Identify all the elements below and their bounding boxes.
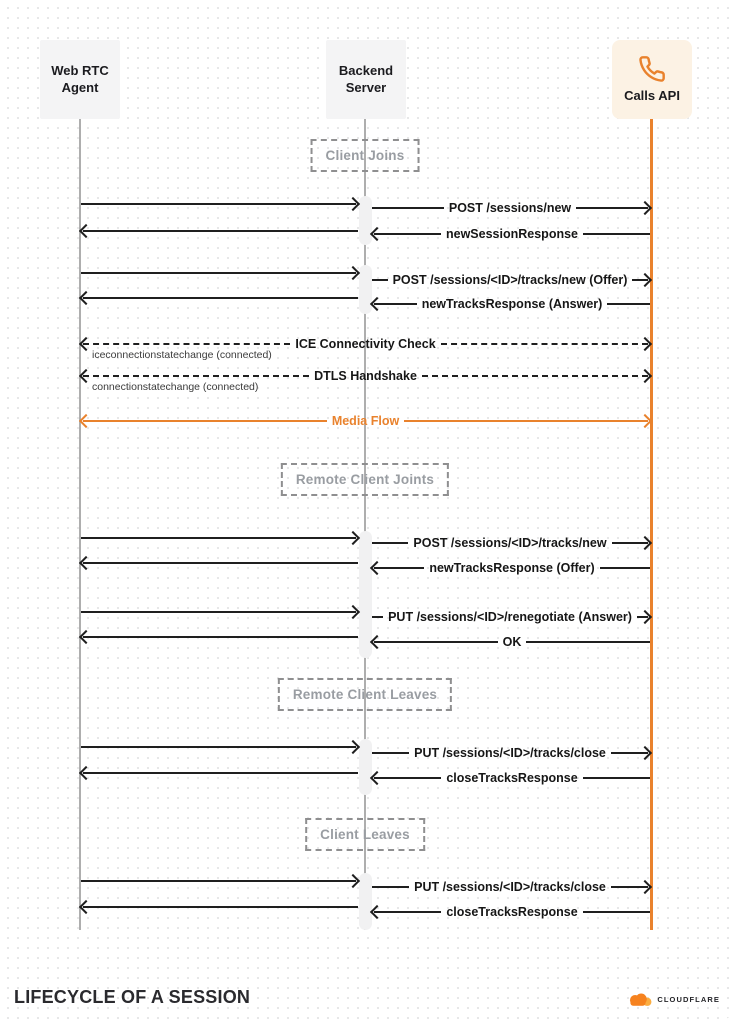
message-arrow-response — [81, 224, 358, 238]
message-arrow-response — [81, 556, 358, 570]
message-arrow-close-tracks-response-2 — [372, 905, 650, 919]
chevron-right-icon — [346, 740, 360, 754]
lifeline-webrtc — [79, 119, 81, 930]
chevron-left-icon — [370, 905, 384, 919]
chevron-right-icon — [346, 605, 360, 619]
chevron-left-icon — [79, 414, 93, 428]
message-label: DTLS Handshake — [314, 369, 417, 383]
message-label: POST /sessions/<ID>/tracks/new (Offer) — [392, 273, 628, 287]
activation-bar — [359, 531, 372, 658]
message-arrow-close-tracks-response — [372, 771, 650, 785]
chevron-left-icon — [79, 224, 93, 238]
message-label: newTracksResponse (Answer) — [421, 297, 603, 311]
section-label-remote-client-leaves: Remote Client Leaves — [278, 678, 452, 711]
arrow-line — [81, 611, 356, 613]
arrow-line — [83, 297, 358, 299]
chevron-right-icon — [638, 610, 652, 624]
message-label: PUT /sessions/<ID>/renegotiate (Answer) — [388, 610, 632, 624]
message-arrow-new-tracks-response-answer — [372, 297, 650, 311]
section-label-client-leaves: Client Leaves — [305, 818, 425, 851]
event-sublabel-connectionstatechange: connectionstatechange (connected) — [92, 381, 259, 393]
chevron-left-icon — [370, 771, 384, 785]
chevron-right-icon — [638, 880, 652, 894]
message-arrow-put-tracks-close-2 — [372, 880, 650, 894]
actor-backend-server — [326, 40, 406, 119]
chevron-right-icon — [638, 337, 652, 351]
arrow-line — [81, 272, 356, 274]
arrow-line — [83, 906, 358, 908]
message-arrow-response — [81, 291, 358, 305]
message-arrow-request — [81, 531, 358, 545]
message-arrow-response — [81, 900, 358, 914]
arrow-line — [83, 230, 358, 232]
activation-bar — [359, 873, 372, 930]
message-arrow-new-tracks-response-offer — [372, 561, 650, 575]
message-label: newTracksResponse (Offer) — [429, 561, 595, 575]
arrow-line — [372, 886, 409, 888]
chevron-right-icon — [346, 531, 360, 545]
chevron-left-icon — [79, 369, 93, 383]
section-label-client-joins: Client Joins — [311, 139, 420, 172]
arrow-line — [83, 562, 358, 564]
message-label: POST /sessions/new — [448, 201, 572, 215]
chevron-left-icon — [370, 227, 384, 241]
chevron-right-icon — [638, 414, 652, 428]
message-label: PUT /sessions/<ID>/tracks/close — [414, 746, 606, 760]
brand-label: CLOUDFLARE — [657, 995, 720, 1004]
arrow-line — [526, 641, 650, 643]
arrow-line — [372, 542, 408, 544]
arrow-line — [583, 233, 650, 235]
arrow-line — [422, 375, 648, 377]
message-label: ICE Connectivity Check — [295, 337, 436, 351]
arrow-line — [583, 777, 650, 779]
chevron-left-icon — [370, 561, 384, 575]
arrow-line — [372, 616, 383, 618]
arrow-line — [83, 343, 290, 345]
chevron-left-icon — [79, 556, 93, 570]
message-label: PUT /sessions/<ID>/tracks/close — [414, 880, 606, 894]
message-arrow-post-tracks-new — [372, 536, 650, 550]
message-label: POST /sessions/<ID>/tracks/new — [413, 536, 607, 550]
message-label: OK — [502, 635, 522, 649]
chevron-right-icon — [638, 369, 652, 383]
message-arrow-media-flow — [81, 414, 650, 428]
message-arrow-post-tracks-new-offer — [372, 273, 650, 287]
arrow-line — [83, 375, 309, 377]
message-label: newSessionResponse — [446, 227, 578, 241]
chevron-right-icon — [638, 536, 652, 550]
message-arrow-request — [81, 874, 358, 888]
lifeline-calls-api — [650, 119, 653, 930]
activation-bar — [359, 739, 372, 795]
chevron-left-icon — [370, 297, 384, 311]
message-label: closeTracksResponse — [446, 771, 578, 785]
message-arrow-request — [81, 740, 358, 754]
chevron-left-icon — [79, 291, 93, 305]
arrow-line — [372, 207, 444, 209]
arrow-line — [607, 303, 650, 305]
activation-bar — [359, 196, 372, 245]
page-title: LIFECYCLE OF A SESSION — [14, 987, 251, 1007]
chevron-right-icon — [638, 273, 652, 287]
phone-icon — [638, 55, 666, 83]
message-label: closeTracksResponse — [446, 905, 578, 919]
message-arrow-request — [81, 197, 358, 211]
cloudflare-brand — [627, 992, 720, 1007]
message-arrow-put-renegotiate-answer — [372, 610, 650, 624]
message-arrow-ok — [372, 635, 650, 649]
event-sublabel-iceconnectionstatechange: iceconnectionstatechange (connected) — [92, 349, 272, 361]
arrow-line — [600, 567, 650, 569]
actor-webrtc-agent — [40, 40, 120, 119]
arrow-line — [372, 752, 409, 754]
arrow-line — [374, 641, 498, 643]
actor-label: Server — [345, 79, 387, 95]
message-label: Media Flow — [331, 414, 400, 428]
arrow-line — [441, 343, 648, 345]
message-arrow-put-tracks-close — [372, 746, 650, 760]
message-arrow-new-session-response — [372, 227, 650, 241]
chevron-right-icon — [638, 746, 652, 760]
arrow-line — [81, 880, 356, 882]
arrow-line — [81, 746, 356, 748]
actor-calls-api — [612, 40, 692, 119]
actor-label: Calls API — [624, 87, 680, 103]
message-arrow-post-sessions-new — [372, 201, 650, 215]
activation-bar — [359, 265, 372, 314]
message-arrow-response — [81, 630, 358, 644]
chevron-left-icon — [79, 766, 93, 780]
chevron-right-icon — [638, 201, 652, 215]
message-arrow-response — [81, 766, 358, 780]
actor-label: Backend — [338, 62, 394, 78]
actor-label: Web RTC — [51, 62, 109, 78]
chevron-left-icon — [79, 337, 93, 351]
chevron-right-icon — [346, 874, 360, 888]
chevron-left-icon — [79, 630, 93, 644]
arrow-line — [83, 772, 358, 774]
message-arrow-request — [81, 605, 358, 619]
arrow-line — [83, 420, 327, 422]
cloudflare-logo-icon — [627, 992, 654, 1007]
chevron-left-icon — [79, 900, 93, 914]
arrow-line — [83, 636, 358, 638]
arrow-line — [81, 537, 356, 539]
arrow-line — [81, 203, 356, 205]
chevron-right-icon — [346, 197, 360, 211]
arrow-line — [404, 420, 648, 422]
arrow-line — [372, 279, 388, 281]
section-label-remote-client-joints: Remote Client Joints — [281, 463, 449, 496]
actor-label: Agent — [61, 79, 99, 95]
arrow-line — [583, 911, 650, 913]
message-arrow-request — [81, 266, 358, 280]
chevron-left-icon — [370, 635, 384, 649]
chevron-right-icon — [346, 266, 360, 280]
